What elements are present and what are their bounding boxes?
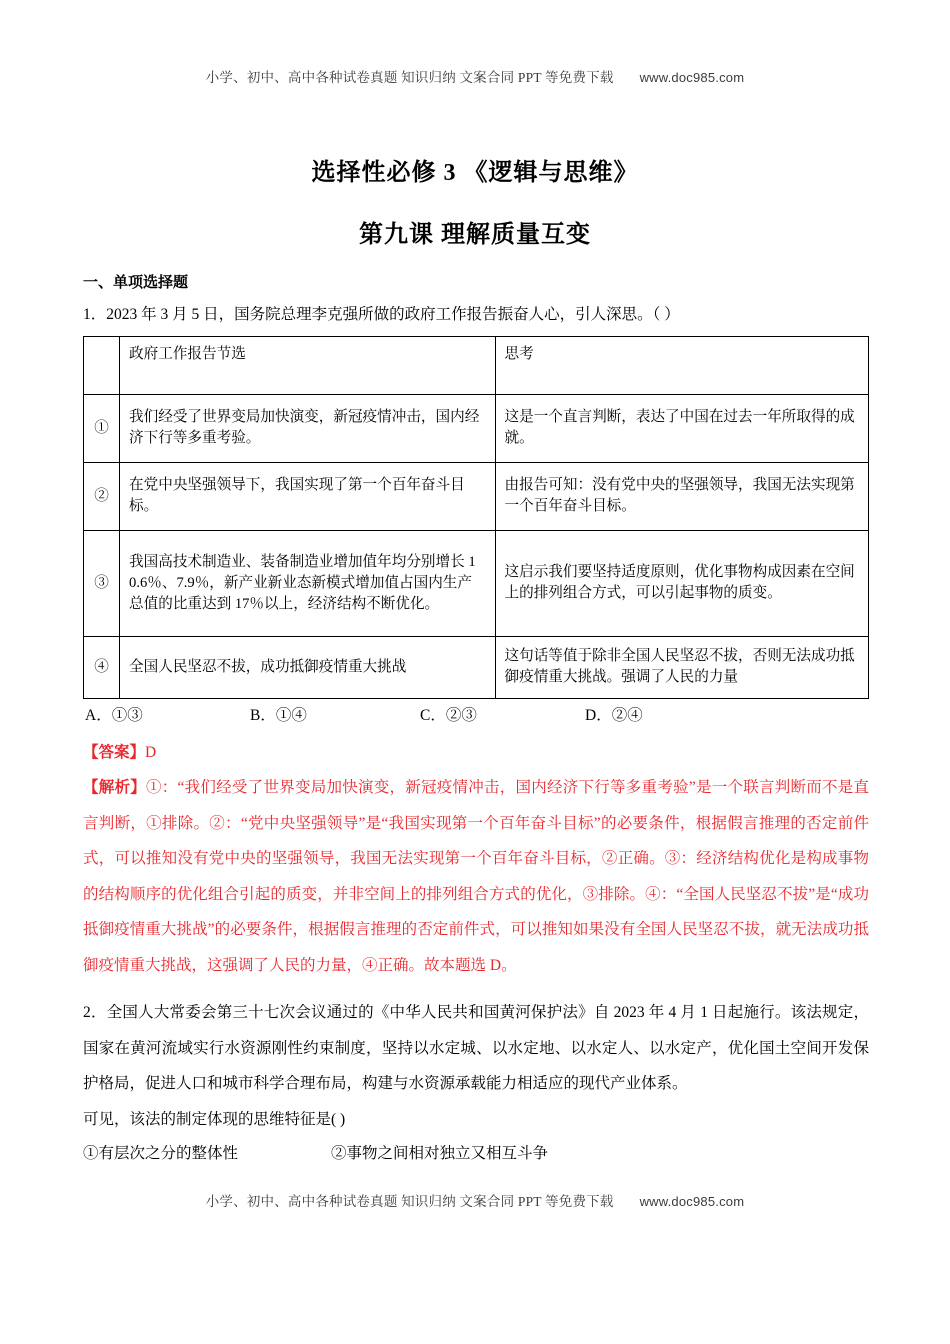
row-index-3: ③: [84, 531, 120, 637]
row-excerpt-1: 我们经受了世界变局加快演变，新冠疫情冲击，国内经济下行等多重考验。: [120, 395, 495, 463]
question-1-analysis: [83, 770, 869, 983]
table-header-thought: 思考: [495, 337, 869, 395]
document-body: [83, 272, 869, 1169]
analysis-label: 【解析】: [83, 779, 147, 796]
table-row: [84, 637, 869, 699]
question-2-choice-1[interactable]: ①有层次之分的整体性: [83, 1145, 239, 1162]
question-1-answer: [83, 738, 869, 768]
table-header-row: [84, 337, 869, 395]
row-index-2: ②: [84, 463, 120, 531]
row-thought-4: 这句话等值于除非全国人民坚忍不拔，否则无法成功抵御疫情重大挑战。强调了人民的力量: [495, 637, 869, 699]
table-row: [84, 395, 869, 463]
analysis-text: ①：“我们经受了世界变局加快演变，新冠疫情冲击，国内经济下行等多重考验”是一个联言判断而不是直言判断，①排除。②：“党中央坚强领导”是“我国实现第一个百年奋斗目标”的必要条件，根据假言推理的否定前件式，可以推知没有党中央的坚强领导，我国无法实现第一个百年奋斗目标，②正确。③：经济结构优化是构成事物的结构顺序的优化组合引起的质变，并非空间上的排列组合方式的优化，③排除。④：“全国人民坚忍不拔”是“成功抵御疫情重大挑战”的必要条件，根据假言推理的否定前件式，可以推知如果没有全国人民坚忍不拔，就无法成功抵御疫情重大挑战，这强调了人民的力量，④正确。故本题选 D。: [83, 779, 869, 974]
table-row: [84, 531, 869, 637]
row-thought-2: 由报告可知：没有党中央的坚强领导，我国无法实现第一个百年奋斗目标。: [495, 463, 869, 531]
row-index-4: ④: [84, 637, 120, 699]
footer-notice-text: 小学、初中、高中各种试卷真题 知识归纳 文案合同 PPT 等免费下载: [205, 1194, 614, 1209]
question-2-choice-2[interactable]: ②事物之间相对独立又相互斗争: [331, 1145, 549, 1162]
row-thought-1: 这是一个直言判断，表达了中国在过去一年所取得的成就。: [495, 395, 869, 463]
header-site-url: www.doc985.com: [639, 70, 745, 85]
option-a[interactable]: A．①③: [85, 707, 143, 724]
question-2-choices: [83, 1139, 869, 1169]
page-title: 选择性必修 3 《逻辑与思维》: [311, 160, 639, 186]
answer-value: D: [145, 744, 157, 761]
header-notice-text: 小学、初中、高中各种试卷真题 知识归纳 文案合同 PPT 等免费下载: [205, 70, 614, 85]
question-1-table: [83, 336, 869, 699]
row-thought-3: 这启示我们要坚持适度原则，优化事物构成因素在空间上的排列组合方式，可以引起事物的质变。: [495, 531, 869, 637]
page-header: [0, 66, 950, 86]
question-1-stem: 1．2023 年 3 月 5 日，国务院总理李克强所做的政府工作报告振奋人心，引人深思。（ ）: [83, 306, 680, 323]
section-heading: 一、单项选择题: [83, 274, 189, 291]
page-footer: [0, 1190, 950, 1210]
question-2-stem: 2．全国人大常委会第三十七次会议通过的《中华人民共和国黄河保护法》自 2023 年 4 月 1 日起施行。该法规定，国家在黄河流域实行水资源刚性约束制度，坚持以水定城、以水定地、以水定人、以水定产，优化国土空间开发保护格局，促进人口和城市科学合理布局，构建与水资源承载能力相适应的现代产业体系。: [83, 1004, 869, 1092]
option-d[interactable]: D．②④: [585, 707, 643, 724]
question-1-options: [83, 702, 869, 732]
question-2-ask: 可见，该法的制定体现的思维特征是( ): [83, 1110, 346, 1128]
table-header-excerpt: 政府工作报告节选: [120, 337, 495, 395]
table-header-index: [84, 337, 120, 395]
answer-label: 【答案】: [83, 744, 146, 761]
option-c[interactable]: C．②③: [420, 707, 477, 724]
row-index-1: ①: [84, 395, 120, 463]
option-b[interactable]: B．①④: [250, 707, 307, 724]
table-row: [84, 463, 869, 531]
page-subtitle: 第九课 理解质量互变: [359, 222, 591, 248]
footer-site-url: www.doc985.com: [639, 1194, 745, 1209]
row-excerpt-4: 全国人民坚忍不拔，成功抵御疫情重大挑战: [120, 637, 495, 699]
row-excerpt-2: 在党中央坚强领导下，我国实现了第一个百年奋斗目标。: [120, 463, 495, 531]
row-excerpt-3: 我国高技术制造业、装备制造业增加值年均分别增长 10.6％、7.9％，新产业新业态新模式增加值占国内生产总值的比重达到 17％以上，经济结构不断优化。: [120, 531, 495, 637]
